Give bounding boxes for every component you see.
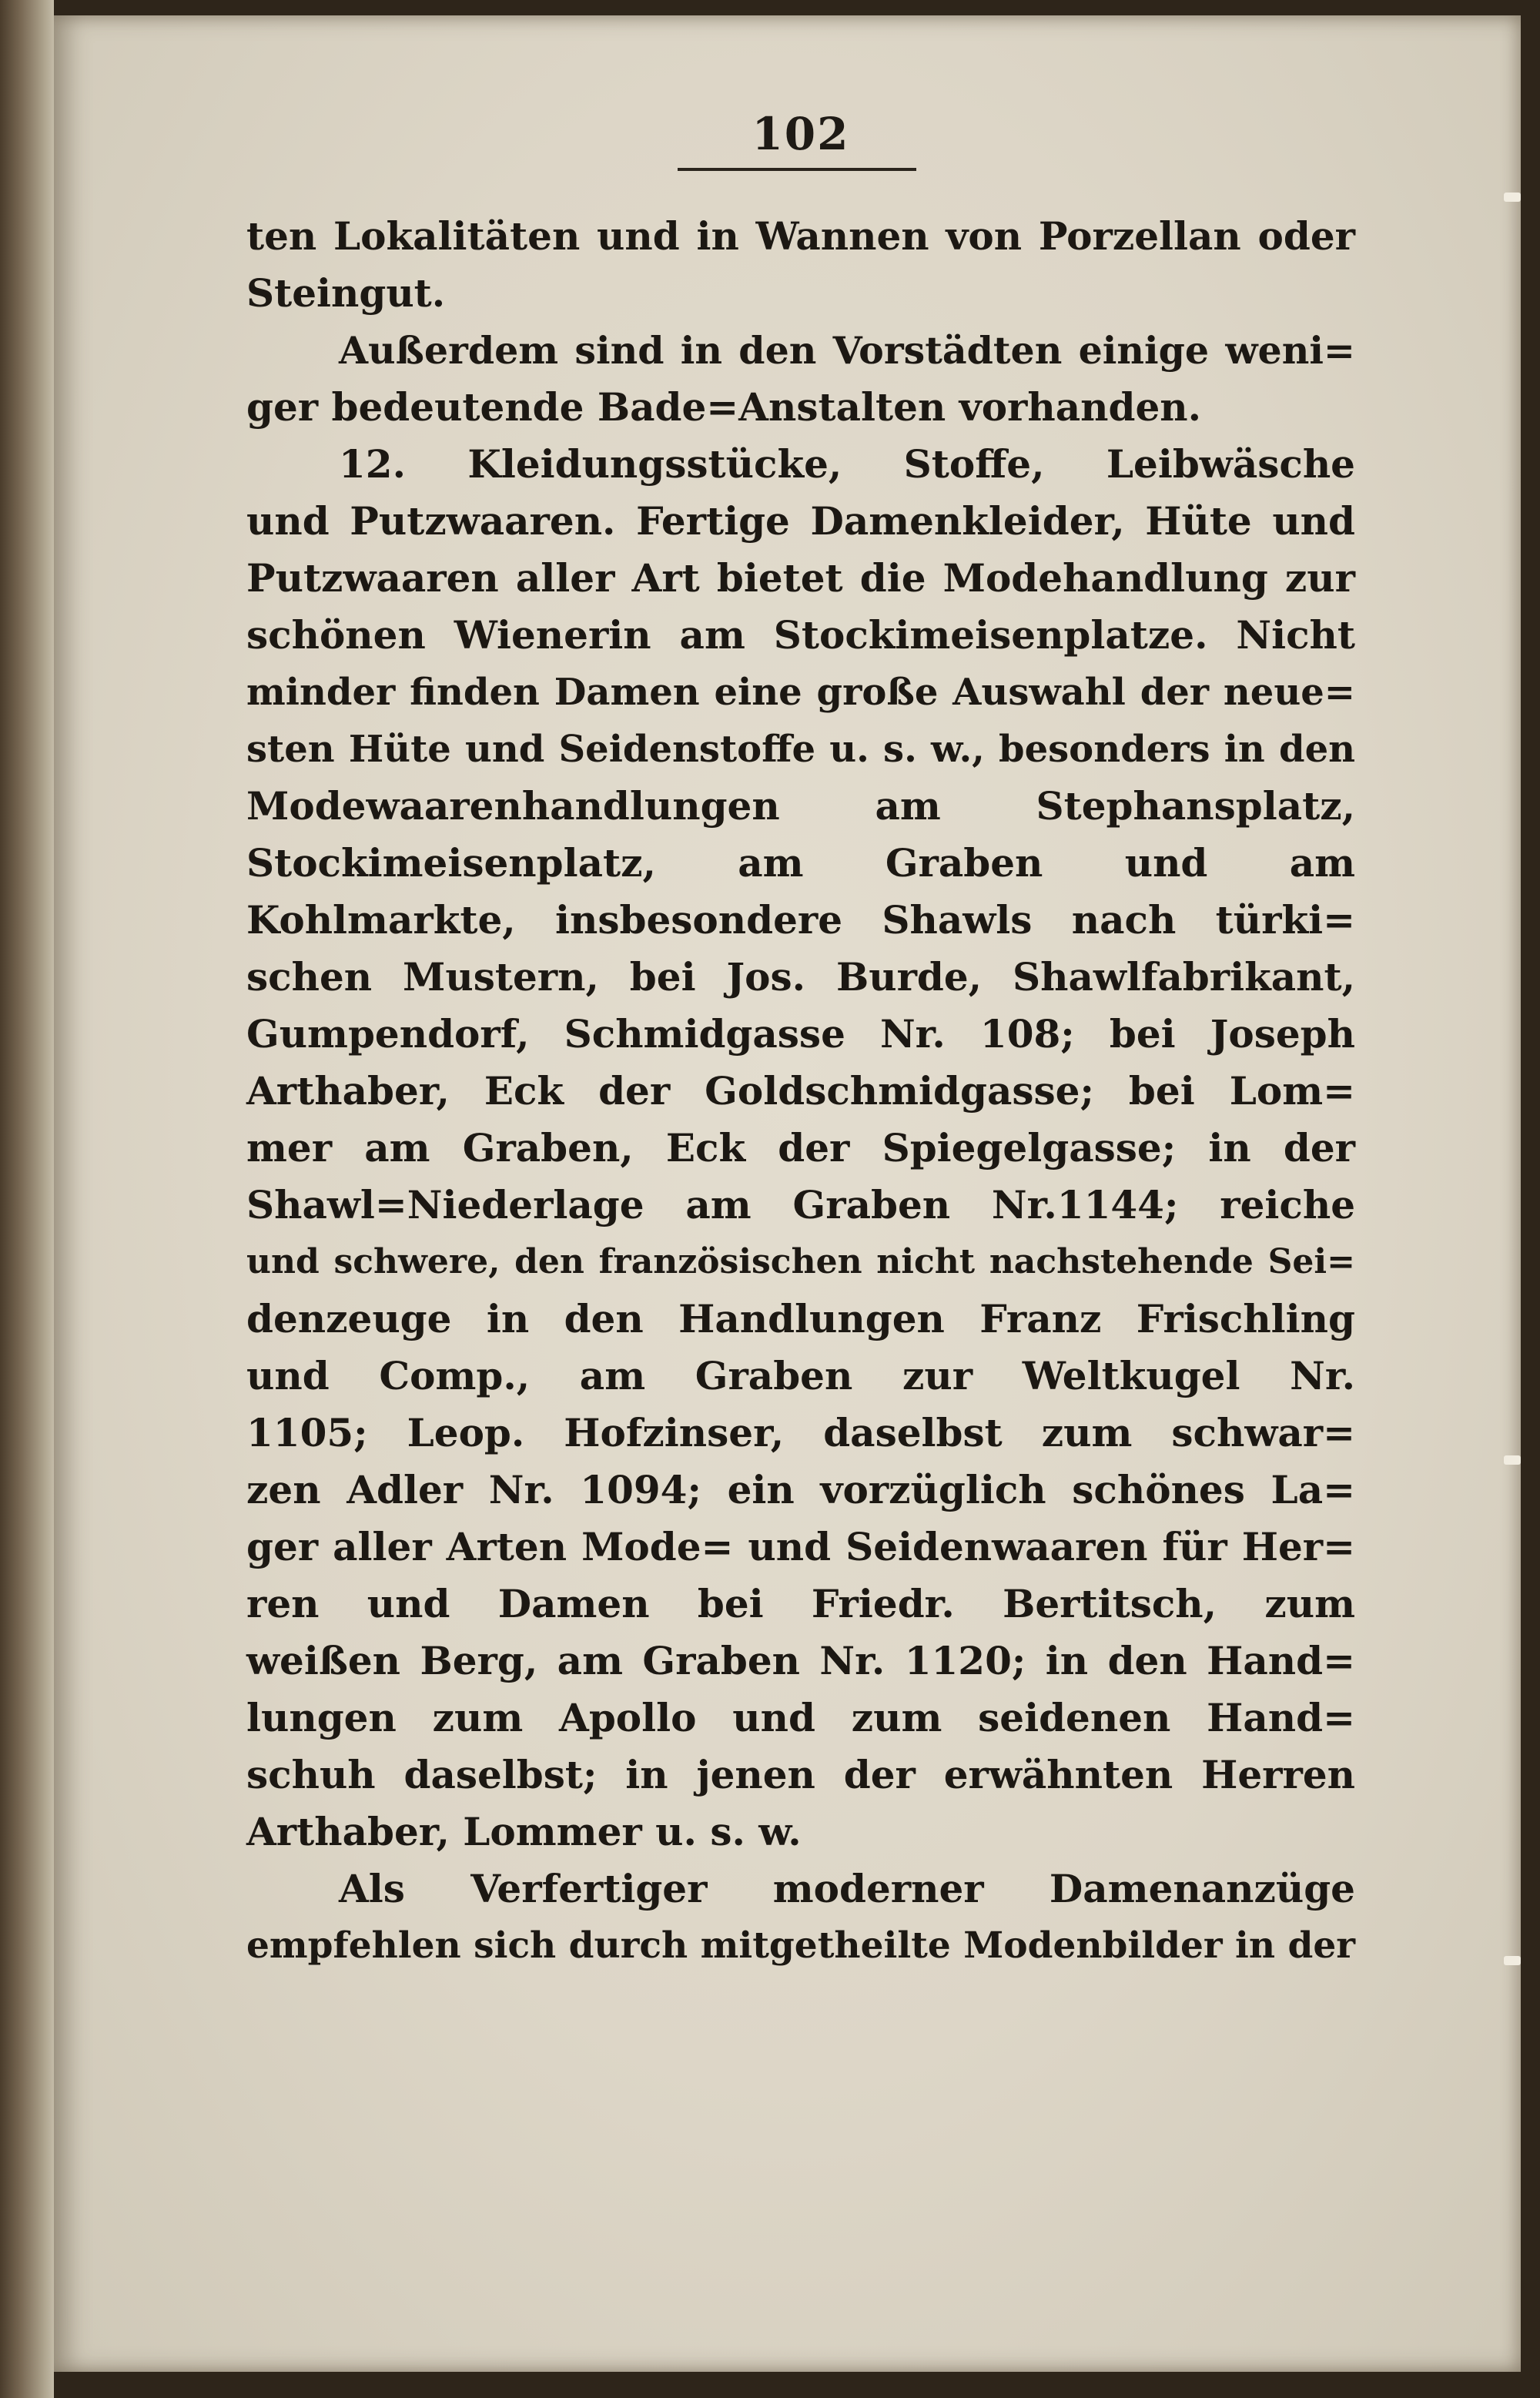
text-line: Shawl=Niederlage am Graben Nr.1144; reiche [246, 1182, 1355, 1227]
text-line: Stockimeisenplatz, am Graben und am [246, 840, 1355, 886]
text-line: ten Lokalitäten und in Wannen von Porzellan oder [246, 213, 1355, 259]
page-tab-mark [1504, 193, 1521, 202]
text-line: Als Verfertiger moderner Damenanzüge [339, 1866, 1355, 1911]
text-line: Steingut. [246, 270, 446, 316]
text-line: 1105; Leop. Hofzinser, daselbst zum schwar= [246, 1410, 1355, 1455]
header-rule [678, 168, 916, 171]
text-line: ger bedeutende Bade=Anstalten vorhanden. [246, 384, 1202, 430]
text-line: Putzwaaren aller Art bietet die Modehandlung zur [246, 555, 1355, 601]
text-line: und Comp., am Graben zur Weltkugel Nr. [246, 1353, 1355, 1398]
text-line: und schwere, den französischen nicht nachstehende Sei= [246, 1242, 1355, 1281]
text-line: sten Hüte und Seidenstoffe u. s. w., besonders in den [246, 728, 1355, 771]
text-line: ren und Damen bei Friedr. Bertitsch, zum [246, 1581, 1355, 1626]
text-line: minder finden Damen eine große Auswahl der neue= [246, 671, 1355, 714]
text-line: mer am Graben, Eck der Spiegelgasse; in der [246, 1125, 1355, 1171]
body-text [246, 208, 1355, 1974]
text-line: denzeuge in den Handlungen Franz Frischling [246, 1296, 1355, 1341]
text-line: weißen Berg, am Graben Nr. 1120; in den Hand= [246, 1638, 1355, 1683]
page-tab-mark [1504, 1455, 1521, 1465]
page-tab-mark [1504, 1956, 1521, 1965]
text-line: schen Mustern, bei Jos. Burde, Shawlfabrikant, [246, 954, 1355, 1000]
text-line: Modewaarenhandlungen am Stephansplatz, [246, 783, 1355, 829]
text-line: Arthaber, Lommer u. s. w. [246, 1809, 802, 1854]
page-number: 102 [752, 108, 850, 160]
text-line: Kohlmarkte, insbesondere Shawls nach türki= [246, 897, 1355, 943]
text-line: empfehlen sich durch mitgetheilte Modenbilder in der [246, 1924, 1355, 1967]
text-line: Gumpendorf, Schmidgasse Nr. 108; bei Joseph [246, 1011, 1355, 1057]
section-heading-line: 12. Kleidungsstücke, Stoffe, Leibwäsche [339, 441, 1355, 487]
text-line: lungen zum Apollo und zum seidenen Hand= [246, 1695, 1355, 1740]
text-line: Arthaber, Eck der Goldschmidgasse; bei Lom= [246, 1068, 1355, 1114]
text-line: zen Adler Nr. 1094; ein vorzüglich schönes La= [246, 1467, 1355, 1512]
book-binding-edge [0, 0, 54, 2398]
text-line: schuh daselbst; in jenen der erwähnten Herren [246, 1752, 1355, 1797]
text-line: und Putzwaaren. Fertige Damenkleider, Hüte und [246, 498, 1355, 544]
text-line: ger aller Arten Mode= und Seidenwaaren für Her= [246, 1524, 1355, 1569]
text-line: schönen Wienerin am Stockimeisenplatze. Nicht [246, 612, 1355, 658]
text-line: Außerdem sind in den Vorstädten einige weni= [339, 328, 1355, 373]
